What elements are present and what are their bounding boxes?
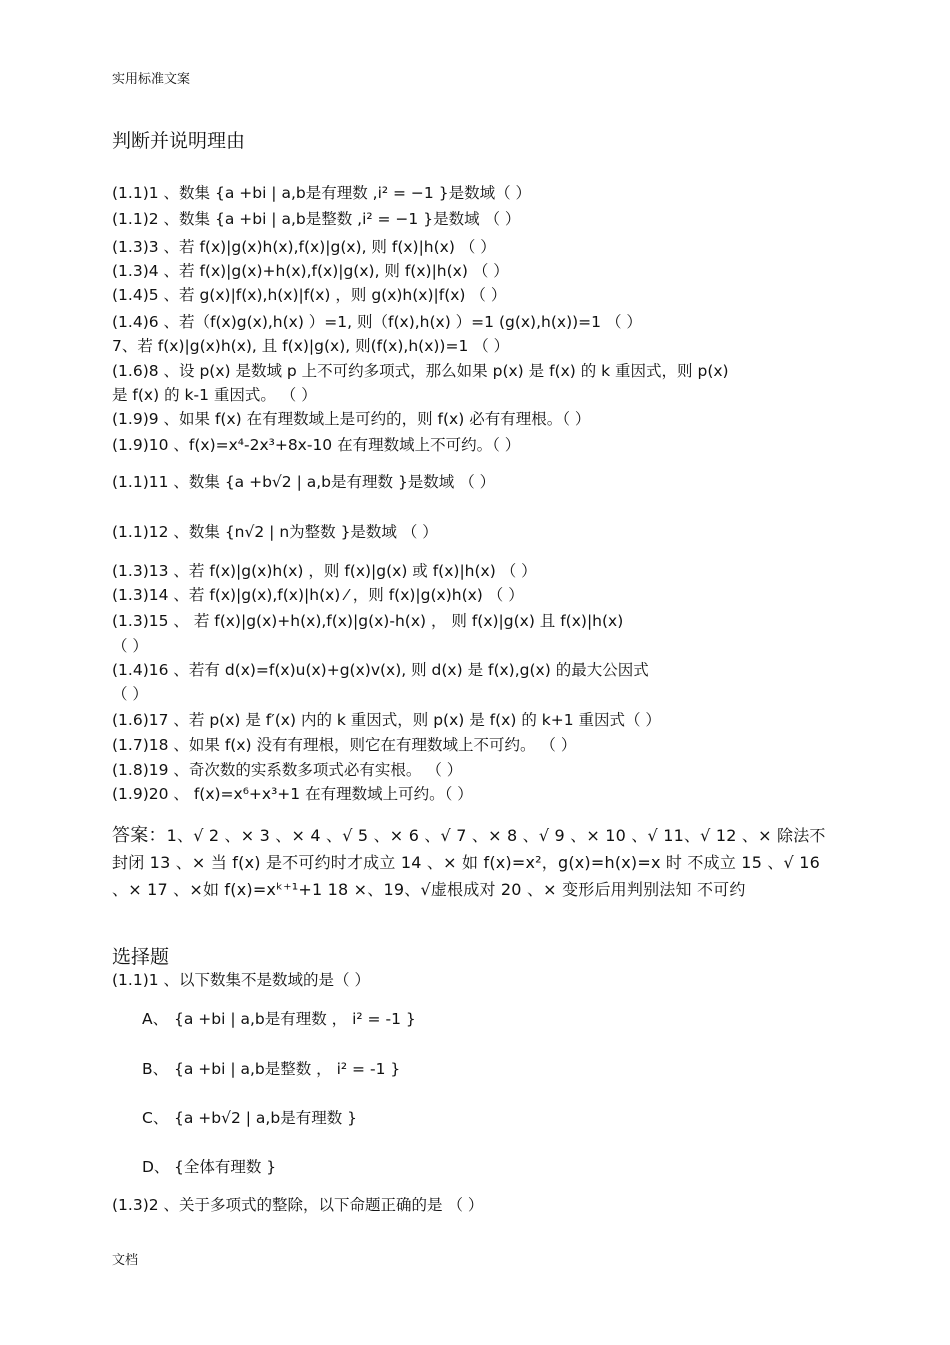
judge-item-13: (1.3)13 、若 f(x)|g(x)h(x) ，则 f(x)|g(x) 或 f(x)|h(x) （ ） (112, 562, 537, 580)
judge-item-5: (1.4)5 、若 g(x)|f(x),h(x)|f(x) ，则 g(x)h(x)|f(x) （ ） (112, 286, 507, 304)
judge-item-2: (1.1)2 、数集 {a +bi | a,b是整数 ,i² = −1 }是数域 （ ） (112, 210, 521, 228)
judge-item-18: (1.7)18 、如果 f(x) 没有有理根，则它在有理数域上不可约。 （ ） (112, 736, 577, 754)
judge-item-19: (1.8)19 、奇次数的实系数多项式必有实根。 （ ） (112, 761, 463, 779)
judge-item-17: (1.6)17 、若 p(x) 是 f′(x) 内的 k 重因式，则 p(x) 是 f(x) 的 k+1 重因式（ ） (112, 711, 661, 729)
answer-block (112, 822, 840, 903)
judge-item-3: (1.3)3 、若 f(x)|g(x)h(x),f(x)|g(x), 则 f(x)|h(x) （ ） (112, 238, 496, 256)
page-header: 实用标准文案 (112, 72, 191, 87)
judge-item-15-continued: （ ） (112, 637, 148, 655)
choice-option-d (142, 1155, 276, 1177)
judge-item-11: (1.1)11 、数集 {a +b√2 | a,b是有理数 }是数域 （ ） (112, 473, 496, 491)
answer-text: 1、√ 2 、× 3 、× 4 、√ 5 、× 6 、√ 7 、× 8 、√ 9 、× 10 、√ 11、√ 12 、× 除法不封闭 13 、× 当 f(x) 是不可约时才成立 14 、× 如 f(x)=x²，g(x)=h(x)=x 时 不成立 15 、√ 16 、× 17 、×如 f(x)=xᵏ⁺¹+1 18 ×、19、√虚根成对 20 、× 变形后用判别法知 不可约 (112, 826, 826, 899)
option-label: B、 (142, 1060, 169, 1078)
page-footer: 文档 (112, 1253, 139, 1268)
judge-item-16: (1.4)16 、若有 d(x)=f(x)u(x)+g(x)v(x), 则 d(x) 是 f(x),g(x) 的最大公因式 (112, 661, 649, 679)
judge-item-9: (1.9)9 、如果 f(x) 在有理数域上是可约的，则 f(x) 必有有理根。（ ） (112, 410, 591, 428)
judge-item-4: (1.3)4 、若 f(x)|g(x)+h(x),f(x)|g(x), 则 f(x)|h(x) （ ） (112, 262, 509, 280)
section-title-choice: 选择题 (112, 946, 170, 968)
option-text: {a +b√2 | a,b是有理数 } (174, 1109, 357, 1127)
judge-item-1: (1.1)1 、数集 {a +bi | a,b是有理数 ,i² = −1 }是数域（ ） (112, 184, 532, 202)
judge-item-8: (1.6)8 、设 p(x) 是数域 p 上不可约多项式，那么如果 p(x) 是 f(x) 的 k 重因式，则 p(x) (112, 362, 729, 380)
choice-question-1: (1.1)1 、以下数集不是数域的是（ ） (112, 971, 370, 989)
option-label: D、 (142, 1158, 170, 1176)
choice-option-b (142, 1057, 400, 1079)
judge-item-15: (1.3)15 、 若 f(x)|g(x)+h(x),f(x)|g(x)-h(x) ， 则 f(x)|g(x) 且 f(x)|h(x) (112, 612, 624, 630)
option-label: C、 (142, 1109, 169, 1127)
option-text: {a +bi | a,b是整数 ， i² = -1 } (174, 1060, 401, 1078)
judge-item-6: (1.4)6 、若（f(x)g(x),h(x) ）=1, 则（f(x),h(x) ）=1 (g(x),h(x))=1 （ ） (112, 313, 642, 331)
choice-option-a (142, 1007, 416, 1029)
choice-question-2: (1.3)2 、关于多项式的整除，以下命题正确的是 （ ） (112, 1196, 484, 1214)
judge-item-12: (1.1)12 、数集 {n√2 | n为整数 }是数域 （ ） (112, 523, 438, 541)
option-text: {全体有理数 } (174, 1158, 277, 1176)
judge-item-20: (1.9)20 、 f(x)=x⁶+x³+1 在有理数域上可约。（ ） (112, 785, 473, 803)
judge-item-8-continued: 是 f(x) 的 k-1 重因式。 （ ） (112, 386, 317, 404)
judge-item-7: 7、若 f(x)|g(x)h(x), 且 f(x)|g(x), 则(f(x),h(x))=1 （ ） (112, 337, 510, 355)
answer-label: 答案： (112, 825, 167, 846)
judge-item-14: (1.3)14 、若 f(x)|g(x),f(x)|h(x) ⁄ ，则 f(x)|g(x)h(x) （ ） (112, 586, 524, 604)
section-title-judge: 判断并说明理由 (112, 130, 246, 152)
judge-item-10: (1.9)10 、f(x)=x⁴-2x³+8x-10 在有理数域上不可约。（ ） (112, 436, 521, 454)
option-text: {a +bi | a,b是有理数 ， i² = -1 } (174, 1010, 416, 1028)
judge-item-16-continued: （ ） (112, 685, 148, 703)
choice-option-c (142, 1106, 357, 1128)
option-label: A、 (142, 1010, 169, 1028)
